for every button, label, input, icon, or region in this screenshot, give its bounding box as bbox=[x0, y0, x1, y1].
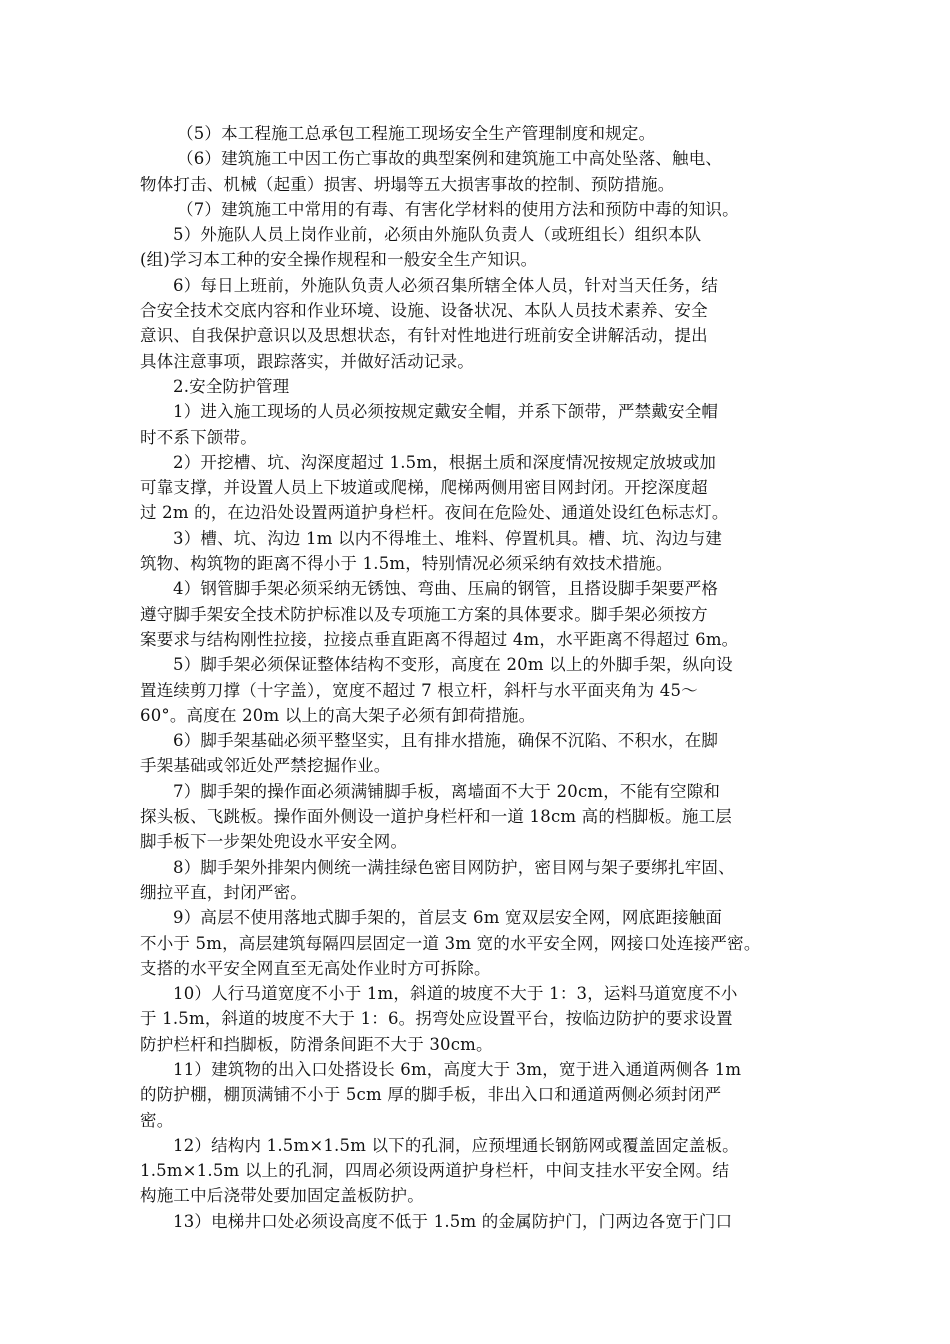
paragraph-line: 筑物、构筑物的距离不得小于 1.5m，特别情况必须采纳有效技术措施。 bbox=[140, 554, 673, 574]
paragraph-line: 绷拉平直，封闭严密。 bbox=[140, 882, 307, 902]
section-heading: 2.安全防护管理 bbox=[173, 376, 290, 396]
paragraph-line: （7）建筑施工中常用的有毒、有害化学材料的使用方法和预防中毒的知识。 bbox=[177, 199, 739, 219]
paragraph-line: 时不系下颌带。 bbox=[140, 427, 257, 447]
paragraph-line: 防护栏杆和挡脚板，防滑条间距不大于 30cm。 bbox=[140, 1034, 493, 1054]
paragraph-line: 意识、自我保护意识以及思想状态，有针对性地进行班前安全讲解活动，提出 bbox=[140, 326, 708, 346]
paragraph-line: 不小于 5m，高层建筑每隔四层固定一道 3m 宽的水平安全网，网接口处连接严密。 bbox=[140, 933, 761, 953]
paragraph-line: 1.5m×1.5m 以上的孔洞，四周必须设两道护身栏杆，中间支挂水平安全网。结 bbox=[140, 1161, 730, 1181]
paragraph-line: 60°。高度在 20m 以上的高大架子必须有卸荷措施。 bbox=[140, 705, 536, 725]
paragraph-line: 2）开挖槽、坑、沟深度超过 1.5m，根据土质和深度情况按规定放坡或加 bbox=[173, 452, 717, 472]
document-body bbox=[140, 121, 830, 1234]
paragraph-line: （5）本工程施工总承包工程施工现场安全生产管理制度和规定。 bbox=[177, 124, 656, 143]
paragraph-line: 12）结构内 1.5m×1.5m 以下的孔洞，应预埋通长钢筋网或覆盖固定盖板。 bbox=[173, 1135, 739, 1155]
paragraph-line: 13）电梯井口处必须设高度不低于 1.5m 的金属防护门，门两边各宽于门口 bbox=[173, 1211, 733, 1231]
paragraph-line: 8）脚手架外排架内侧统一满挂绿色密目网防护，密目网与架子要绑扎牢固、 bbox=[173, 857, 735, 877]
paragraph-line: (组)学习本工种的安全操作规程和一般安全生产知识。 bbox=[140, 250, 538, 270]
paragraph-line: 脚手板下一步架处兜设水平安全网。 bbox=[140, 832, 408, 852]
paragraph-line: 密。 bbox=[140, 1110, 174, 1130]
paragraph-line: 置连续剪刀撑（十字盖），宽度不超过 7 根立杆，斜杆与水平面夹角为 45～ bbox=[140, 680, 698, 700]
paragraph-line: 11）建筑物的出入口处搭设长 6m，高度大于 3m，宽于进入通道两侧各 1m bbox=[173, 1059, 742, 1079]
paragraph-line: 的防护棚，棚顶满铺不小于 5cm 厚的脚手板，非出入口和通道两侧必须封闭严 bbox=[140, 1085, 722, 1105]
paragraph-line: 遵守脚手架安全技术防护标准以及专项施工方案的具体要求。脚手架必须按方 bbox=[140, 604, 708, 624]
paragraph-line: 5）外施队人员上岗作业前，必须由外施队负责人（或班组长）组织本队 bbox=[173, 225, 702, 245]
paragraph-line: 5）脚手架必须保证整体结构不变形，高度在 20m 以上的外脚手架，纵向设 bbox=[173, 655, 733, 675]
paragraph-line: 于 1.5m，斜道的坡度不大于 1：6。拐弯处应设置平台，按临边防护的要求设置 bbox=[140, 1009, 733, 1029]
paragraph-line: 案要求与结构刚性拉接，拉接点垂直距离不得超过 4m，水平距离不得超过 6m。 bbox=[140, 629, 739, 649]
paragraph-line: 可靠支撑，并设置人员上下坡道或爬梯，爬梯两侧用密目网封闭。开挖深度超 bbox=[140, 478, 708, 498]
paragraph-line: 具体注意事项，跟踪落实，并做好活动记录。 bbox=[140, 351, 474, 371]
paragraph-line: 物体打击、机械（起重）损害、坍塌等五大损害事故的控制、预防措施。 bbox=[140, 174, 675, 194]
paragraph-line: 9）高层不使用落地式脚手架的，首层支 6m 宽双层安全网，网底距接触面 bbox=[173, 908, 723, 928]
paragraph-line: 探头板、飞跳板。操作面外侧设一道护身栏杆和一道 18cm 高的档脚板。施工层 bbox=[140, 807, 732, 827]
paragraph-line: （6）建筑施工中因工伤亡事故的典型案例和建筑施工中高处坠落、触电、 bbox=[177, 149, 723, 169]
paragraph-line: 合安全技术交底内容和作业环境、设施、设备状况、本队人员技术素养、安全 bbox=[140, 301, 708, 321]
paragraph-line: 6）脚手架基础必须平整坚实，且有排水措施，确保不沉陷、不积水，在脚 bbox=[173, 731, 719, 751]
paragraph-line: 构施工中后浇带处要加固定盖板防护。 bbox=[140, 1186, 424, 1206]
paragraph-line: 6）每日上班前，外施队负责人必须召集所辖全体人员，针对当天任务，结 bbox=[173, 275, 719, 295]
paragraph-line: 支搭的水平安全网直至无高处作业时方可拆除。 bbox=[140, 958, 491, 978]
paragraph-line: 7）脚手架的操作面必须满铺脚手板，离墙面不大于 20cm，不能有空隙和 bbox=[173, 781, 721, 801]
paragraph-line: 过 2m 的，在边沿处设置两道护身栏杆。夜间在危险处、通道处设红色标志灯。 bbox=[140, 503, 729, 523]
paragraph-line: 4）钢管脚手架必须采纳无锈蚀、弯曲、压扁的钢管，且搭设脚手架要严格 bbox=[173, 579, 719, 599]
paragraph-line: 手架基础或邻近处严禁挖掘作业。 bbox=[140, 756, 391, 776]
paragraph-line: 3）槽、坑、沟边 1m 以内不得堆土、堆料、停置机具。槽、坑、沟边与建 bbox=[173, 528, 723, 548]
paragraph-line: 10）人行马道宽度不小于 1m，斜道的坡度不大于 1：3，运料马道宽度不小 bbox=[173, 984, 738, 1004]
paragraph-line: 1）进入施工现场的人员必须按规定戴安全帽，并系下颌带，严禁戴安全帽 bbox=[173, 402, 719, 422]
